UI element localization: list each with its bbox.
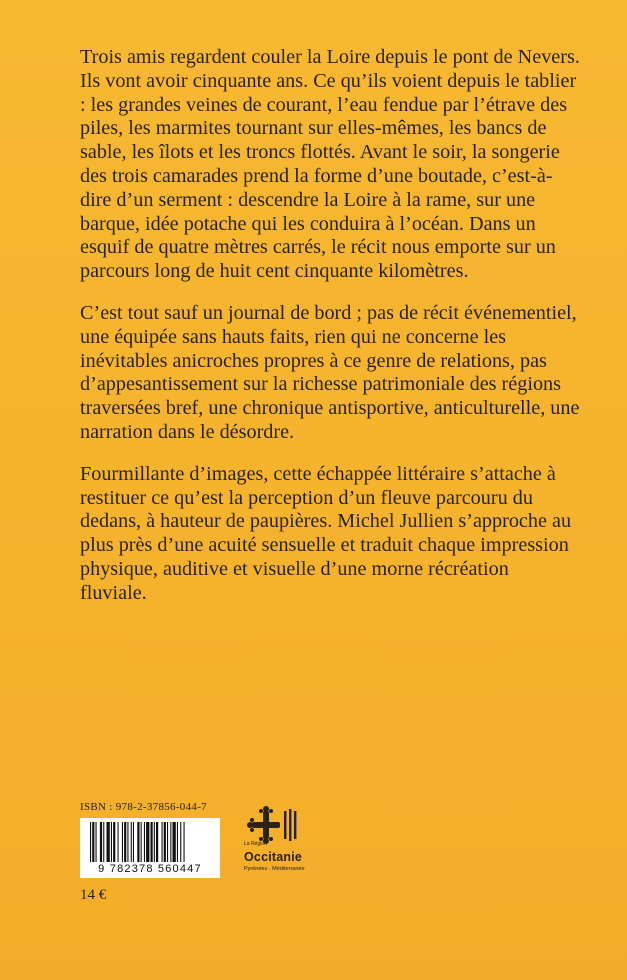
occitanie-cross-icon: [244, 805, 314, 875]
barcode: [80, 818, 220, 878]
region-prefix: La Région: [244, 841, 267, 847]
region-subtitle: Pyrénées · Méditerranée: [244, 866, 305, 872]
isbn-label: ISBN : 978-2-37856-044-7: [80, 801, 207, 813]
blurb-paragraph-3: Fourmillante d’images, cette échappée littéraire s’attache à restituer ce qu’est la perception d’un fleuve parcouru du dedans, à hauteur de paupières. Michel Jullien s’approche au plus près d’une acuité sensuelle et traduit chaque impression physique, auditive et visuelle d’une morne récréation fluviale.: [80, 462, 572, 604]
price: 14 €: [80, 887, 107, 903]
blurb-paragraph-2: C’est tout sauf un journal de bord ; pas de récit événementiel, une équipée sans hauts faits, rien qui ne concerne les inévitables anicroches propres à ce genre de relations, pas d’appesantissement sur la richesse patrimoniale des régions traversées bref, une chronique antisportive, anticulturelle, une narration dans le désordre.: [80, 301, 580, 443]
barcode-bars-icon: [80, 818, 220, 864]
region-name: Occitanie: [244, 850, 303, 864]
blurb-text: [80, 46, 580, 624]
blurb-paragraph-1: Trois amis regardent couler la Loire depuis le pont de Nevers. Ils vont avoir cinquante ans. Ce qu’ils voient depuis le tablier : les grandes veines de courant, l’eau fendue par l’étrave des piles, les marmites tournant sur elles-mêmes, les bancs de sable, les îlots et les troncs flottés. Avant le soir, la songerie des trois camarades prend la forme d’une boutade, c’est-à-dire d’un serment : descendre la Loire à la rame, sur une barque, idée potache qui les conduira à l’océan. Dans un esquif de quatre mètres carrés, le récit nous emporte sur un parcours long de huit cent cinquante kilomètres.: [80, 46, 580, 283]
barcode-digits: 9 782378 560447: [98, 863, 202, 875]
